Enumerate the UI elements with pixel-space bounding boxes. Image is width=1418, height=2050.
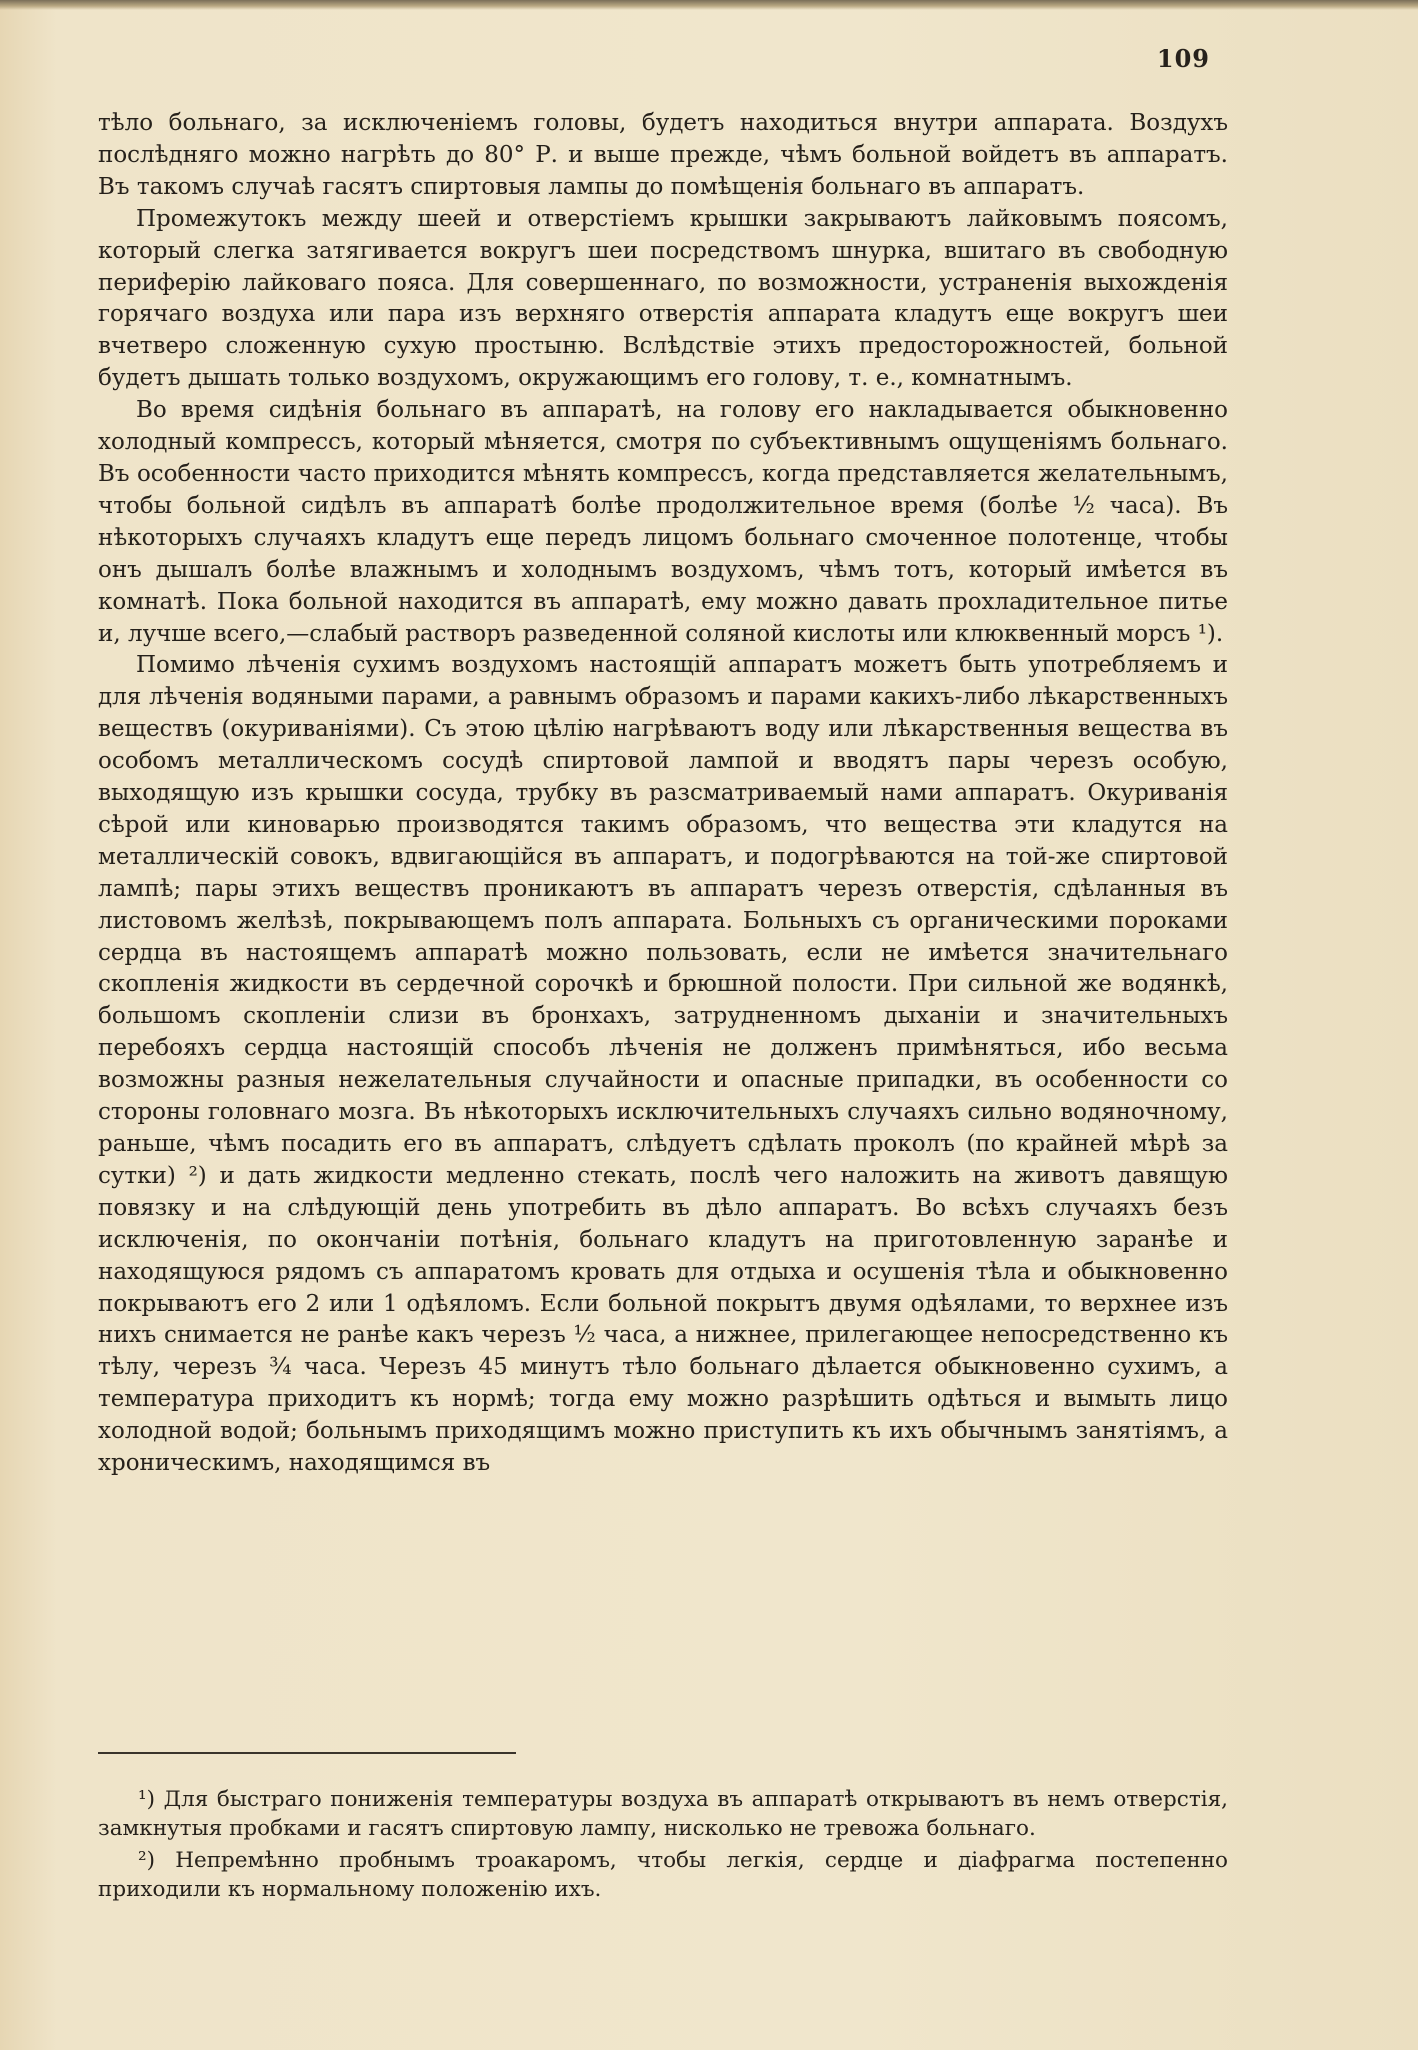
main-text	[98, 108, 1228, 1480]
paragraph-3: Во время сидѣнія больнаго въ аппаратѣ, на голову его накладывается обыкновенно холодный компрессъ, который мѣняется, смотря по субъективнымъ ощущеніямъ больнаго. Въ особенности часто приходится мѣнять компрессъ, когда представляется желательнымъ, чтобы больной сидѣлъ въ аппаратѣ болѣе продолжительное время (болѣе ½ часа). Въ нѣкоторыхъ случаяхъ кладутъ еще передъ лицомъ больнаго смоченное полотенце, чтобы онъ дышалъ болѣе влажнымъ и холоднымъ воздухомъ, чѣмъ тотъ, который имѣется въ комнатѣ. Пока больной находится въ аппаратѣ, ему можно давать прохладительное питье и, лучше всего,—слабый растворъ разведенной соляной кислоты или клюквенный морсъ ¹).	[98, 397, 1228, 647]
footnote-1: ¹) Для быстраго пониженія температуры воздуха въ аппаратѣ открываютъ въ немъ отверстія, замкнутыя пробками и гасятъ спиртовую лампу, нисколько не тревожа больнаго.	[98, 1787, 1228, 1841]
footnote-divider	[98, 1752, 516, 1754]
paragraph-1: тѣло больнаго, за исключеніемъ головы, будетъ находиться внутри аппарата. Воздухъ послѣдняго можно нагрѣть до 80° Р. и выше прежде, чѣмъ больной войдетъ въ аппаратъ. Въ такомъ случаѣ гасятъ спиртовыя лампы до помѣщенія больнаго въ аппаратъ.	[98, 110, 1228, 200]
page-number: 109	[1156, 44, 1210, 73]
paragraph-2: Промежутокъ между шеей и отверстіемъ крышки закрываютъ лайковымъ поясомъ, который слегка затягивается вокругъ шеи посредствомъ шнурка, вшитаго въ свободную периферію лайковаго пояса. Для совершеннаго, по возможности, устраненія выхожденія горячаго воздуха или пара изъ верхняго отверстія аппарата кладутъ еще вокругъ шеи вчетверо сложенную сухую простыню. Вслѣдствіе этихъ предосторожностей, больной будетъ дышать только воздухомъ, окружающимъ его голову, т. е., комнатнымъ.	[98, 205, 1228, 392]
footnote-2: ²) Непремѣнно пробнымъ троакаромъ, чтобы легкія, сердце и діафрагма постепенно приходили къ нормальному положенію ихъ.	[98, 1848, 1228, 1902]
footnotes	[98, 1786, 1228, 1908]
scan-top-edge	[0, 0, 1418, 10]
paragraph-4: Помимо лѣченія сухимъ воздухомъ настоящій аппаратъ можетъ быть употребляемъ и для лѣченія водяными парами, а равнымъ образомъ и парами какихъ-либо лѣкарственныхъ веществъ (окуриваніями). Съ этою цѣлію нагрѣваютъ воду или лѣкарственныя вещества въ особомъ металлическомъ сосудѣ спиртовой лампой и вводятъ пары черезъ особую, выходящую изъ крышки сосуда, трубку въ разсматриваемый нами аппаратъ. Окуриванія сѣрой или киноварью производятся такимъ образомъ, что вещества эти кладутся на металлическій совокъ, вдвигающійся въ аппаратъ, и подогрѣваются на той-же спиртовой лампѣ; пары этихъ веществъ проникаютъ въ аппаратъ черезъ отверстія, сдѣланныя въ листовомъ желѣзѣ, покрывающемъ полъ аппарата. Больныхъ съ органическими пороками сердца въ настоящемъ аппаратѣ можно пользовать, если не имѣется значительнаго скопленія жидкости въ сердечной сорочкѣ и брюшной полости. При сильной же водянкѣ, большомъ скопленіи слизи въ бронхахъ, затрудненномъ дыханіи и значительныхъ перебояхъ сердца настоящій способъ лѣченія не долженъ примѣняться, ибо весьма возможны разныя нежелательныя случайности и опасные припадки, въ особенности со стороны головнаго мозга. Въ нѣкоторыхъ исключительныхъ случаяхъ сильно водяночному, раньше, чѣмъ посадить его въ аппаратъ, слѣдуетъ сдѣлать проколъ (по крайней мѣрѣ за сутки) ²) и дать жидкости медленно стекать, послѣ чего наложить на животъ давящую повязку и на слѣдующій день употребить въ дѣло аппаратъ. Во всѣхъ случаяхъ безъ исключенія, по окончаніи потѣнія, больнаго кладутъ на приготовленную заранѣе и находящуюся рядомъ съ аппаратомъ кровать для отдыха и осушенія тѣла и обыкновенно покрываютъ его 2 или 1 одѣяломъ. Если больной покрытъ двумя одѣялами, то верхнее изъ нихъ снимается не ранѣе какъ черезъ ½ часа, а нижнее, прилегающее непосредственно къ тѣлу, черезъ ¾ часа. Черезъ 45 минутъ тѣло больнаго дѣлается обыкновенно сухимъ, а температура приходитъ къ нормѣ; тогда ему можно разрѣшить одѣться и вымыть лицо холодной водой; больнымъ приходящимъ можно приступить къ ихъ обычнымъ занятіямъ, а хроническимъ, находящимся въ	[98, 652, 1228, 1477]
